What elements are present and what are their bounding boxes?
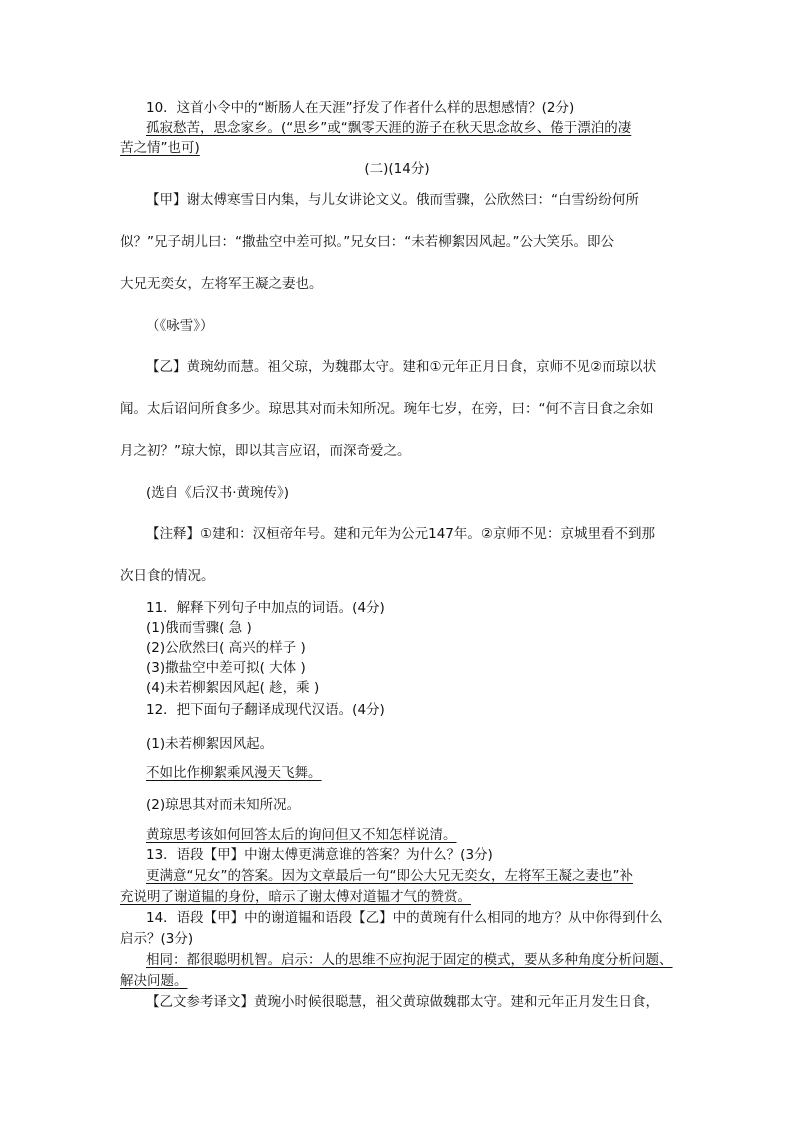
q12-sentence1: (1)未若柳絮因风起。 [146, 736, 274, 752]
q14-question-line2: 启示？(3分) [120, 931, 194, 947]
passage-yi-source: (选自《后汉书·黄琬传》) [146, 485, 290, 501]
q12-question: 12．把下面句子翻译成现代汉语。(4分) [146, 702, 385, 718]
notes-line1: 【注释】①建和：汉桓帝年号。建和元年为公元147年。②京师不见：京城里看不到那 [146, 526, 655, 542]
q11-question: 11．解释下列句子中加点的词语。(4分) [146, 600, 385, 616]
q13-answer-line1: 更满意“兄女”的答案。因为文章最后一句“即公大兄无奕女，左将军王凝之妻也”补 [146, 868, 633, 884]
passage-yi-line1: 【乙】黄琬幼而慧。祖父琼，为魏郡太守。建和①元年正月日食，京师不见②而琼以状 [146, 359, 657, 375]
section-heading: (二)(14分) [364, 161, 430, 177]
passage-jia-line2: 似？”兄子胡儿曰：“撒盐空中差可拟。”兄女曰：“未若柳絮因风起。”公大笑乐。即公 [120, 234, 614, 250]
q13-question: 13．语段【甲】中谢太傅更满意谁的答案？为什么？(3分) [146, 847, 493, 863]
q10-answer-line2: 苦之情”也可) [120, 140, 200, 156]
q14-answer-line2: 解决问题。 [120, 973, 188, 989]
translation-line1: 【乙文参考译文】黄琬小时候很聪慧，祖父黄琼做魏郡太守。建和元年正月发生日食， [146, 994, 659, 1010]
q12-sentence2: (2)琼思其对而未知所况。 [146, 797, 301, 813]
passage-yi-line2: 闻。太后诏问所食多少。琼思其对而未知所况。琬年七岁，在旁，曰：“何不言日食之余如 [120, 401, 654, 417]
q14-question-line1: 14．语段【甲】中的谢道韫和语段【乙】中的黄琬有什么相同的地方？从中你得到什么 [146, 910, 663, 926]
passage-jia-source: （《咏雪》） [146, 318, 214, 334]
q12-answer2: 黄琼思考该如何回答太后的询问但又不知怎样说清。 [146, 827, 457, 843]
passage-yi-line3: 月之初？”琼大惊，即以其言应诏，而深奇爱之。 [120, 443, 411, 459]
passage-jia-line3: 大兄无奕女，左将军王凝之妻也。 [120, 276, 323, 292]
notes-line2: 次日食的情况。 [120, 568, 215, 584]
q11-item: (3)撒盐空中差可拟( 大体 ) [146, 660, 306, 676]
q13-answer-line2: 充说明了谢道韫的身份，暗示了谢太傅对道韫才气的赞赏。 [120, 889, 471, 905]
q10-question: 10．这首小令中的“断肠人在天涯”抒发了作者什么样的思想感情？(2分) [146, 100, 575, 116]
q12-answer1: 不如比作柳絮乘风漫天飞舞。 [146, 765, 322, 781]
q10-answer-line1: 孤寂愁苦，思念家乡。(“思乡”或“飘零天涯的游子在秋天思念故乡、倦于漂泊的凄 [146, 120, 632, 136]
q11-item: (4)未若柳絮因风起( 趁，乘 ) [146, 680, 320, 696]
q14-answer-line1: 相同：都很聪明机智。启示：人的思维不应拘泥于固定的模式，要从多种角度分析问题、 [146, 952, 673, 968]
q11-item: (1)俄而雪骤( 急 ) [146, 620, 252, 636]
passage-jia-line1: 【甲】谢太傅寒雪日内集，与儿女讲论文义。俄而雪骤，公欣然曰：“白雪纷纷何所 [146, 192, 639, 208]
q11-item: (2)公欣然曰( 高兴的样子 ) [146, 640, 306, 656]
